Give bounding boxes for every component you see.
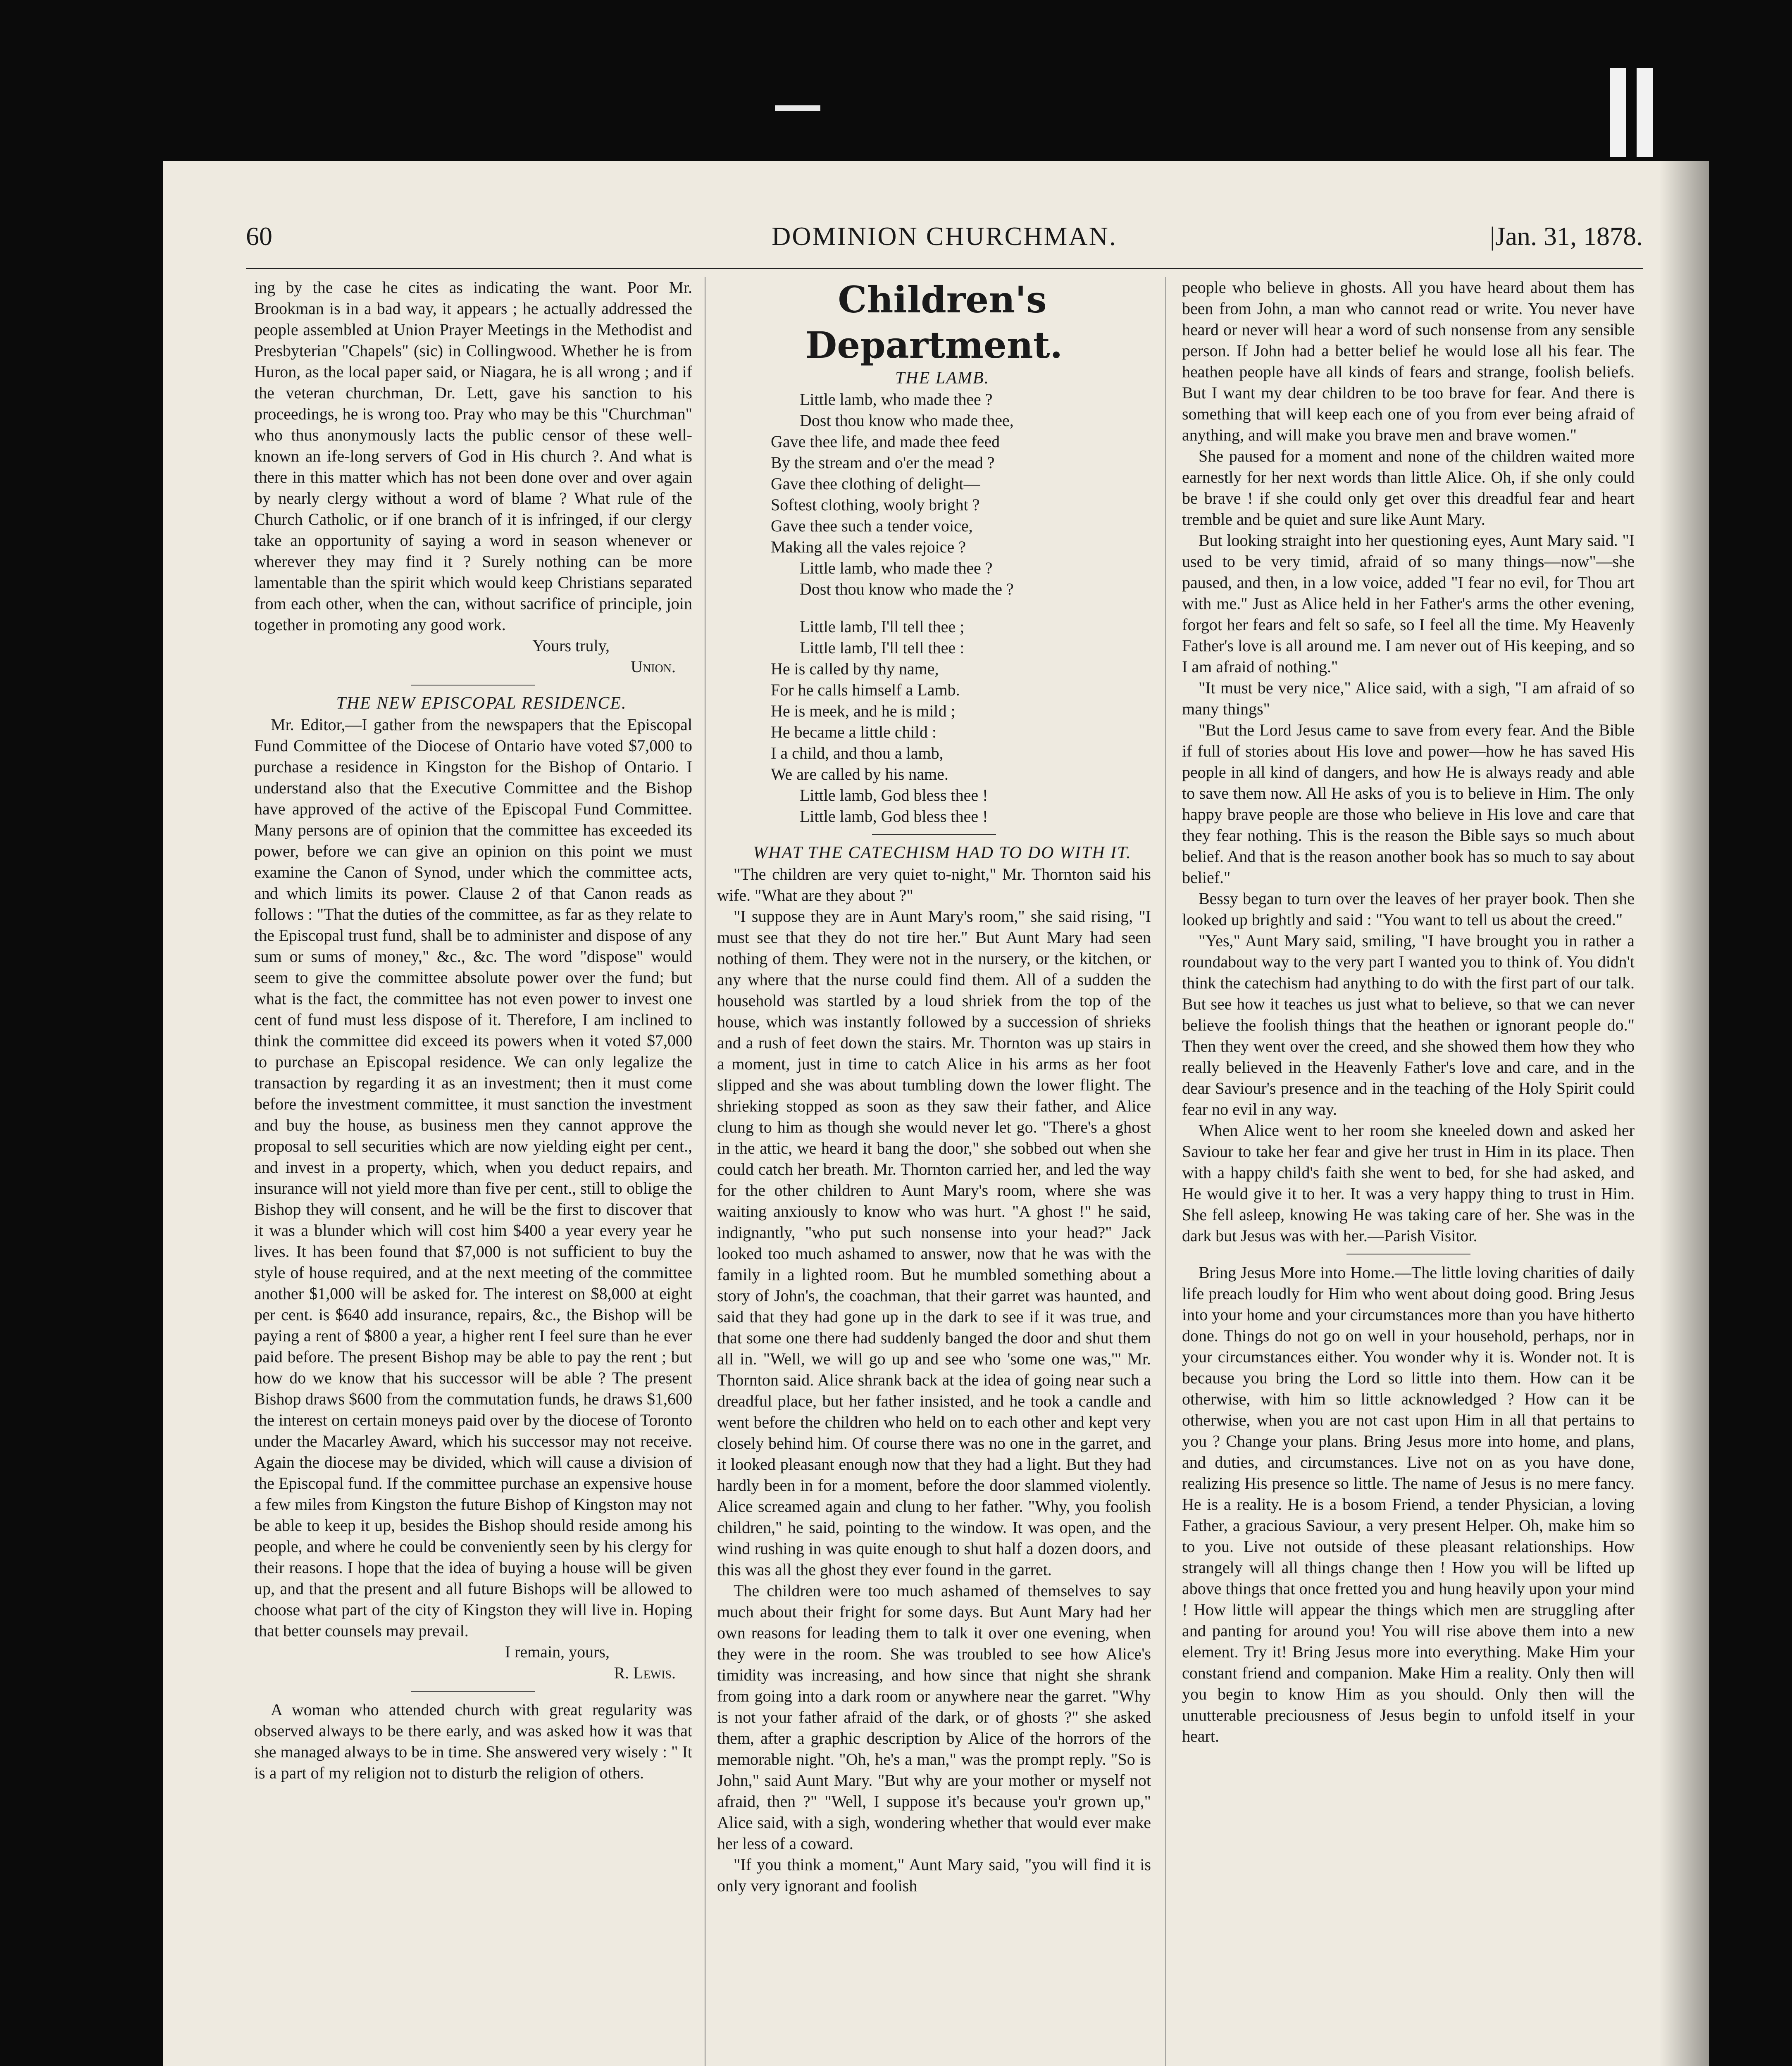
- story-paragraph: "Yes," Aunt Mary said, smiling, "I have brought you in rather a roundabout way to the very part I wanted you to think of. You didn't think the catechism had anything to do with the first part of our talk. But see how it teaches us just what to believe, so that we can never believe the foolish things that the heathen or ignorant people do." Then they went over the creed, and she showed them how they who really believed in the Heavenly Father's love and care, and in the dear Saviour's presence and in the teaching of the Holy Spirit could fear no evil in any way.: [1182, 931, 1635, 1119]
- page-header: [246, 221, 1643, 267]
- column-right: [1182, 277, 1635, 2066]
- story-paragraph: Bessy began to turn over the leaves of her prayer book. Then she looked up brightly and said : "You want to tell us about the creed.": [1182, 889, 1635, 929]
- poem-line: Making all the vales rejoice ?: [771, 538, 966, 556]
- column-middle: [717, 277, 1151, 2066]
- poem-line: Dost thou know who made thee,: [800, 411, 1014, 430]
- episcopal-residence-closing: I remain, yours,: [505, 1642, 610, 1661]
- column-left: [254, 277, 692, 2066]
- poem-line: Gave thee life, and made thee feed: [771, 432, 1000, 451]
- poem-title: THE LAMB.: [895, 369, 989, 388]
- story-paragraph: "The children are very quiet to-night," Mr. Thornton said his wife. "What are they about ?": [717, 865, 1151, 904]
- newspaper-page: [163, 161, 1709, 2066]
- bring-jesus-home-article: Bring Jesus More into Home.—The little loving charities of daily life preach loudly for Him who went about doing good. Bring Jesus into your home and your circumstances more than you have hitherto done. Things do not go on well in your household, perhaps, nor in your circumstances either. You wonder why it is. Wonder not. It is because you bring the Lord so little into them. How can it be otherwise, with him so little acknowledged ? How can it be otherwise, when you are not cast upon Him in all that pertains to you ? Change your plans. Bring Jesus more into home, and plans, and duties, and circumstances. Live not on as you have done, realizing His presence so little. The name of Jesus is no mere fancy. He is a reality. He is a bosom Friend, a tender Physician, a loving Father, a gracious Saviour, a very present Helper. Oh, make him so to you. Live not outside of these pleasant relationships. How strangely will all things change then ! How you will be lifted up above things that once fretted you and hung heavily upon your mind ! How little will appear the things which men are struggling after and panting for around you! You will rise above them into a new element. Try it! Bring Jesus more into everything. Make Him your constant friend and companion. Make Him a reality. Only then will you begin to know Him as you should. Only then will the unutterable preciousness of Jesus begin to unfold itself in your heart.: [1182, 1263, 1635, 1745]
- page-number: 60: [246, 221, 272, 251]
- poem-the-lamb: [717, 389, 1151, 827]
- poem-line: Little lamb, I'll tell thee :: [800, 638, 965, 657]
- episcopal-residence-text: Mr. Editor,—I gather from the newspapers that the Episcopal Fund Committee of the Diocese of Ontario have voted $7,000 to purchase a residence in Kingston for the Bishop of Ontario. I understand also that the Executive Committee and the Bishop have approved of the active of the Episcopal Fund Committee. Many persons are of opinion that the committee has exceeded its power, before we can give an opinion on this point we must examine the Canon of Synod, under which the committee acts, and which limits its power. Clause 2 of that Canon reads as follows : "That the duties of the committee, as far as they relate to the Episcopal trust fund, shall be to administer and dispose of any sum or sums of money," &c., &c. The word "dispose" would seem to give the committee absolute power over the fund; but what is the fact, the committee has not even power to invest one cent of fund must less dispose of it. Therefore, I am inclined to think the committee did exceed its powers when it voted $7,000 to purchase an Episcopal residence. We can only legalize the transaction by regarding it as an investment; then it must come before the investment committee, it must sanction the investment and buy the house, as business men they cannot approve the proposal to sell securities which are now yielding eight per cent., and invest in a property, which, when you deduct repairs, and insurance will not yield more than five per cent., still to oblige the Bishop they will consent, and he will be the first to discover that it was a blunder which will cost him $400 a year every year he lives. It has been found that $7,000 is not sufficient to buy the style of house required, and at the next meeting of the committee another $1,000 will be asked for. The interest on $8,000 at eight per cent. is $640 add insurance, repairs, &c., the Bishop will be paying a rent of $800 a year, a higher rent I feel sure than he ever paid before. The present Bishop may be able to pay the rent ; but how do we know that his successor will be able ? The present Bishop draws $600 from the commutation funds, he draws $1,600 the interest on certain moneys paid over by the diocese of Toronto under the Macarley Award, which his successor may not receive. Again the diocese may be divided, which will cause a division of the Episcopal fund. If the committee purchase an expensive house a few miles from Kingston the future Bishop of Kingston may not be able to keep it up, besides the Bishop should reside among his people, and where he could be conveniently seen by his clergy for their reasons. I hope that the idea of buying a house will be given up, and that the present and all future Bishops will be allowed to choose what part of the city of Kingston they will live in. Hoping that better counsels may prevail.: [254, 715, 692, 1640]
- poem-line: Little lamb, God bless thee !: [800, 786, 988, 805]
- story-paragraph: The children were too much ashamed of themselves to say much about their fright for some days. But Aunt Mary had her own reasons for leading them to talk it over one evening, when they were in the room. She was troubled to see how Alice's timidity was increasing, and how since that night she shrank from going into a dark room or anywhere near the garret. "Why is not your father afraid of the dark, or of ghosts ?" she asked them, after a graphic description by Alice of the horrors of the memorable night. "Oh, he's a man," was the prompt reply. "So is John," said Aunt Mary. "But why are your mother or myself not afraid, then ?" "Well, I suppose it's because you'r grown up," Alice said, with a sigh, wondering whether that would ever make her less of a coward.: [717, 1581, 1151, 1853]
- scan-dash-mark: [775, 105, 820, 111]
- episcopal-residence-signature: R. Lewis.: [614, 1664, 676, 1682]
- letter-union-signature: Union.: [631, 657, 676, 676]
- poem-line: Little lamb, who made thee ?: [800, 390, 993, 409]
- poem-line: Little lamb, I'll tell thee ;: [800, 617, 965, 636]
- poem-line: Gave thee clothing of delight—: [771, 474, 980, 493]
- story-paragraph: She paused for a moment and none of the children waited more earnestly for her next words than little Alice. Oh, if she only could be brave ! if she could only get over this dreadful fear and heart tremble and be quiet and sure like Aunt Mary.: [1182, 447, 1635, 528]
- story-paragraph: "But the Lord Jesus came to save from every fear. And the Bible if full of stories about His love and power—how he has saved His people in all kind of dangers, and how He is always ready and able to save them now. All He asks of you is to believe in Him. The only happy brave people are those who believe in His love and care that they fear nothing. This is the reason the Bible says so much about belief. And that is the reason another book has so much to say about belief.": [1182, 721, 1635, 887]
- catechism-story-title: WHAT THE CATECHISM HAD TO DO WITH IT.: [753, 843, 1132, 862]
- film-mark-top-left: [1610, 68, 1626, 157]
- poem-line: Softest clothing, wooly bright ?: [771, 495, 980, 514]
- story-paragraph: "It must be very nice," Alice said, with a sigh, "I am afraid of so many things": [1182, 678, 1635, 718]
- header-rule: [246, 268, 1643, 269]
- poem-line: Little lamb, God bless thee !: [800, 807, 988, 826]
- masthead-title: DOMINION CHURCHMAN.: [772, 221, 1117, 251]
- column-divider-2: [1165, 277, 1166, 2066]
- page-fold-shadow: [1659, 161, 1709, 2066]
- poem-line: We are called by his name.: [771, 765, 948, 783]
- letter-union-closing: Yours truly,: [532, 636, 610, 655]
- article-separator: [411, 1691, 535, 1692]
- film-mark-top-right: [1637, 68, 1653, 157]
- poem-line: Dost thou know who made the ?: [800, 580, 1014, 598]
- story-paragraph: When Alice went to her room she kneeled down and asked her Saviour to take her fear and give her trust in Him in its place. Then with a happy child's faith she went to bed, for she had asked, and He would give it to her. It was a very happy thing to trust in Him. She fell asleep, knowing He was taking care of her. She was in the dark but Jesus was with her.—Parish Visitor.: [1182, 1121, 1635, 1245]
- story-paragraph: people who believe in ghosts. All you have heard about them has been from John, a man who cannot read or write. You never have heard or never will hear a word of such nonsense from any sensible person. If John had a better belief he would lose all his fear. The heathen people have all kinds of fears and strange, foolish beliefs. But I want my dear children to be too brave for fear. And there is something that will keep each one of you from ever being afraid of anything, and will make you brave men and brave women.": [1182, 278, 1635, 444]
- poem-line: For he calls himself a Lamb.: [771, 681, 960, 699]
- poem-line: He is meek, and he is mild ;: [771, 702, 956, 720]
- story-paragraph: But looking straight into her questioning eyes, Aunt Mary said. "I used to be very timid, afraid of so many things—now"—she paused, and then, in a low voice, added "I fear no evil, for Thou art with me." Just as Alice held in her Father's arms the other evening, forgot her fears and felt so safe, so I feel all the time. My Heavenly Father's love is all around me. I am never out of His keeping, and so I am afraid of nothing.": [1182, 531, 1635, 676]
- letter-union-text: ing by the case he cites as indicating the want. Poor Mr. Brookman is in a bad way, it appears ; he actually addressed the people assembled at Union Prayer Meetings in the Methodist and Presbyterian "Chapels" (sic) in Collingwood. Whether he is from Huron, as the local paper said, or Niagara, he is all wrong ; and if the veteran churchman, Dr. Lett, gave his sanction to his proceedings, he is wrong too. Pray who may be this "Churchman" who thus anonymously lacts the public censor of these well-known an ife-long servers of God in His church ?. And what is there in this matter which has not been done over and over again by nearly clergy without a word of blame ? What rule of the Church Catholic, or if one branch of it is infringed, if our clergy take an opportunity of saying a word in season whenever or wherever they may find it ? Surely nothing can be more lamentable than the spirit which would keep Christians separated from each other, when the can, without sacrifice of principle, join together in promoting any good work.: [254, 278, 692, 634]
- poem-line: I a child, and thou a lamb,: [771, 744, 944, 762]
- episcopal-residence-heading: THE NEW EPISCOPAL RESIDENCE.: [336, 694, 627, 713]
- story-paragraph: "If you think a moment," Aunt Mary said, "you will find it is only very ignorant and foolish: [717, 1855, 1151, 1895]
- poem-line: Little lamb, who made thee ?: [800, 559, 993, 577]
- issue-date: |Jan. 31, 1878.: [1489, 221, 1643, 251]
- poem-line: He became a little child :: [771, 723, 937, 741]
- childrens-department-title: Children's Department.: [805, 278, 1063, 367]
- woman-church-anecdote: A woman who attended church with great regularity was observed always to be there early, and was asked how it was that she managed always to be in time. She answered very wisely : " It is a part of my religion not to disturb the religion of others.: [254, 1700, 692, 1782]
- poem-line: Gave thee such a tender voice,: [771, 516, 973, 535]
- poem-line: By the stream and o'er the mead ?: [771, 453, 995, 472]
- poem-line: He is called by thy name,: [771, 659, 939, 678]
- article-separator: [872, 834, 996, 835]
- story-paragraph: "I suppose they are in Aunt Mary's room," she said rising, "I must see that they do not tire her." But Aunt Mary had seen nothing of them. They were not in the nursery, or the kitchen, or any where that the nurse could find them. All of a sudden the household was startled by a loud shriek from the top of the house, which was instantly followed by a succession of shrieks and a rush of feet down the stairs. Mr. Thornton was up stairs in a moment, just in time to catch Alice in his arms as her foot slipped and she was about tumbling down the lower flight. The shrieking stopped as soon as they saw their father, and Alice clung to him as though she would never let go. "There's a ghost in the attic, we heard it bang the door," she sobbed out when she could catch her breath. Mr. Thornton carried her, and led the way for the other children to Aunt Mary's room, where she was waiting anxiously to know who was hurt. "A ghost !" he said, indignantly, "who put such nonsense into your head?" Jack looked too much ashamed to answer, now that he was with the family in a lighted room. But he mumbled something about a story of John's, the coachman, that their garret was haunted, and said that they had gone up in the dark to see if it was true, and that some one there had suddenly banged the door and shut them all in. "Well, we will go up and see who 'some one was,'" Mr. Thornton said. Alice shrank back at the idea of going near such a dreadful place, but her father insisted, and he took a candle and went before the children who held on to each other and kept very closely behind him. Of course there was no one in the garret, and it looked pleasant enough now that they had a light. But they had hardly been in for a moment, before the door slammed violently. Alice screamed again and clung to her father. "Why, you foolish children," he said, pointing to the window. It was open, and the wind rushing in was quite enough to shut half a dozen doors, and this was all the ghost they ever found in the garret.: [717, 907, 1151, 1579]
